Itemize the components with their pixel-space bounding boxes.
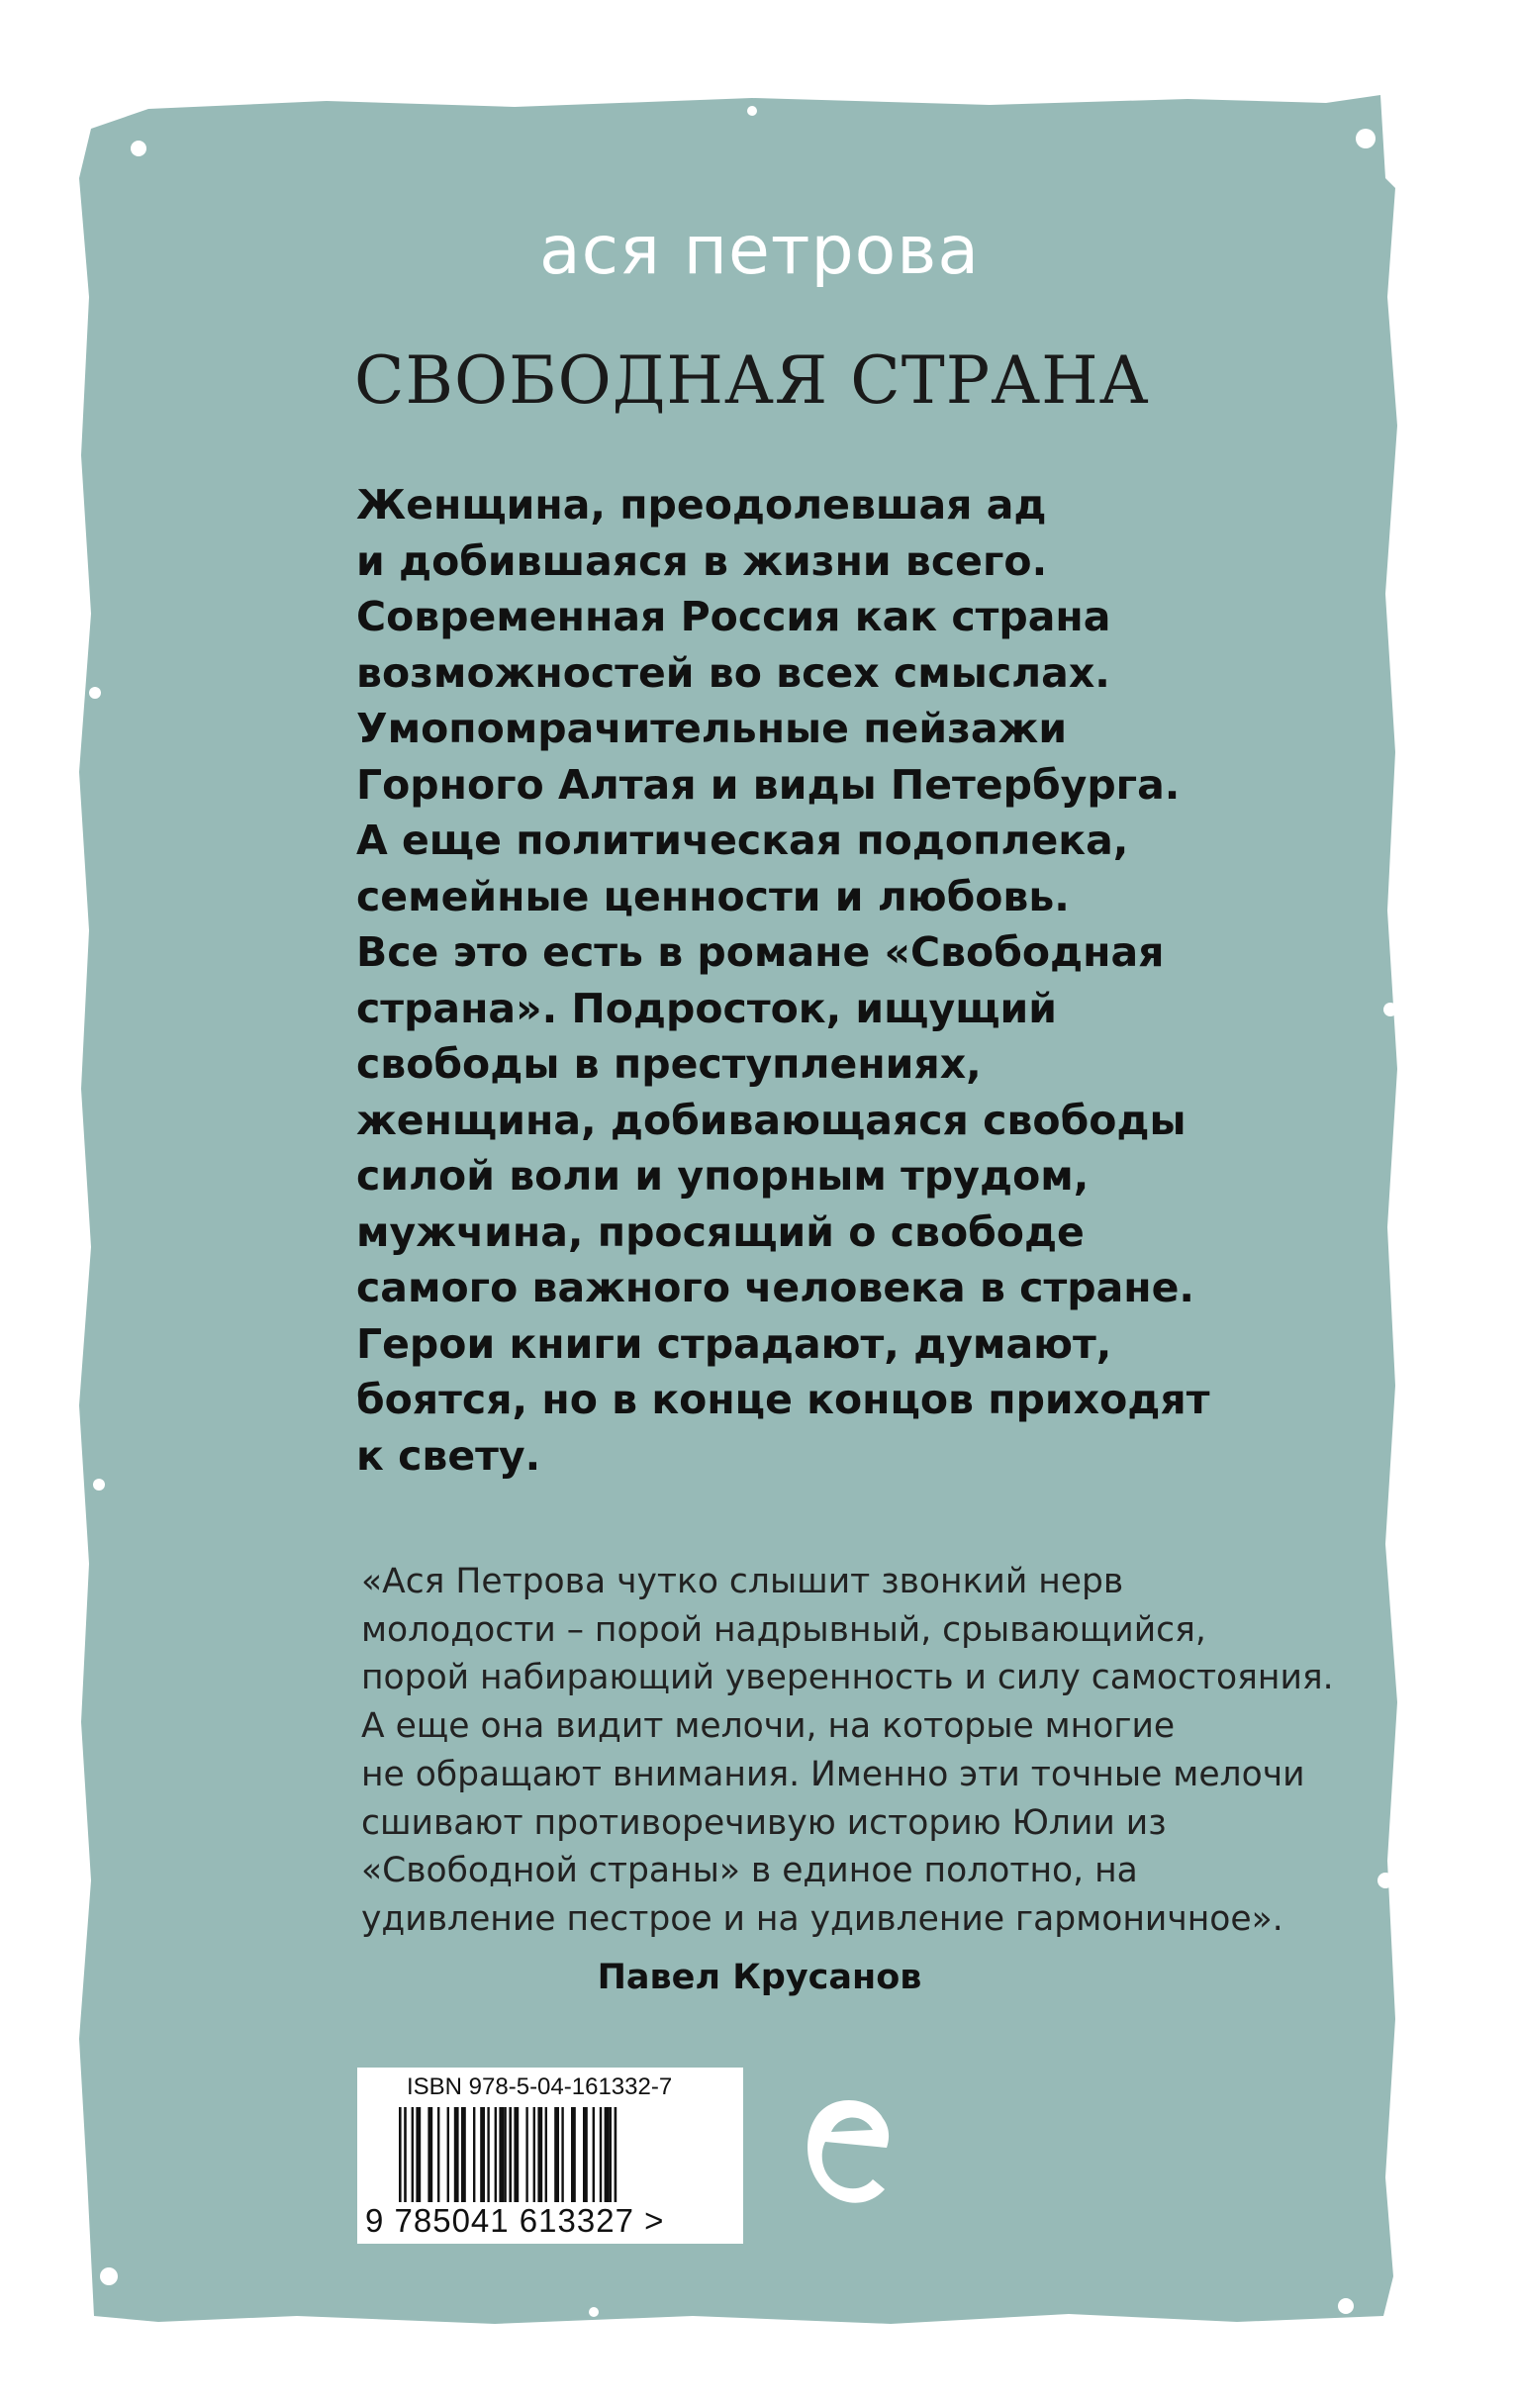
book-title: СВОБОДНАЯ СТРАНА <box>354 342 1150 419</box>
barcode-guard-bar <box>509 2107 512 2216</box>
quote-line: «Ася Петрова чутко слышит звонкий нерв <box>361 1562 1124 1601</box>
blurb-line: боятся, но в конце концов приходят <box>356 1376 1210 1423</box>
barcode-bar <box>593 2107 595 2202</box>
quote-line: не обращают внимания. Именно эти точные мелочи <box>361 1754 1305 1794</box>
barcode-bar <box>412 2107 414 2202</box>
barcode-digits: 9 785041 613327 > <box>365 2202 665 2239</box>
blurb-line: свободы в преступлениях, <box>356 1040 982 1088</box>
blurb-line: Женщина, преодолевшая ад <box>356 481 1047 529</box>
barcode-guard-bar <box>399 2107 402 2216</box>
blurb-line: А еще политическая подоплека, <box>356 817 1129 864</box>
blurb-line: семейные ценности и любовь. <box>356 872 1070 920</box>
blurb-line: силой воли и упорным трудом, <box>356 1152 1090 1200</box>
blurb-line: Горного Алтая и виды Петербурга. <box>356 760 1181 809</box>
quote-line: удивление пестрое и на удивление гармоничное». <box>361 1898 1283 1939</box>
barcode-bar <box>473 2107 475 2202</box>
barcode-bar <box>537 2107 542 2202</box>
blurb-line: Умопомрачительные пейзажи <box>356 705 1068 752</box>
barcode-bar <box>495 2107 497 2202</box>
barcode-bar <box>499 2107 504 2202</box>
quote-line: порой набирающий уверенность и силу самостояния. <box>361 1658 1334 1698</box>
barcode-bar <box>561 2107 563 2202</box>
barcode-bar <box>487 2107 489 2202</box>
blurb-line: и добившаяся в жизни всего. <box>356 536 1048 585</box>
barcode-guard-bar <box>404 2107 407 2216</box>
barcode-bar <box>600 2107 602 2202</box>
blurb-line: самого важного человека в стране. <box>356 1264 1194 1311</box>
barcode-bar <box>416 2107 421 2202</box>
quote-line: молодости – порой надрывный, срывающийся, <box>361 1609 1206 1650</box>
blurb-line: страна». Подросток, ищущий <box>356 984 1057 1032</box>
barcode-bar <box>583 2107 588 2202</box>
blurb-paragraph <box>356 477 1247 1484</box>
barcode-bar <box>461 2107 466 2202</box>
barcode-bar <box>437 2107 439 2202</box>
barcode-bar <box>447 2107 449 2202</box>
barcode-guard-bar <box>615 2107 617 2216</box>
blurb-line: Все это есть в романе «Свободная <box>356 928 1165 976</box>
review-quote <box>361 1558 1334 1944</box>
barcode-bar <box>480 2107 485 2202</box>
barcode-bar <box>605 2107 610 2202</box>
isbn-label: ISBN 978-5-04-161332-7 <box>407 2073 673 2100</box>
quote-line: А еще она видит мелочи, на которые многие <box>361 1706 1176 1747</box>
quote-line: «Свободной страны» в единое полотно, на <box>361 1851 1138 1891</box>
barcode-bar <box>533 2107 535 2202</box>
barcode-guard-bar <box>504 2107 507 2216</box>
blurb-line: к свету. <box>356 1431 541 1480</box>
barcode-bar <box>545 2107 547 2202</box>
barcode-bar <box>571 2107 576 2202</box>
blurb-line: Герои книги страдают, думают, <box>356 1319 1112 1368</box>
barcode-bar <box>454 2107 459 2202</box>
quote-author: Павел Крусанов <box>597 1958 922 1997</box>
barcode-guard-bar <box>609 2107 612 2216</box>
blurb-line: Современная Россия как страна <box>356 593 1111 640</box>
barcode-bars <box>397 2107 694 2216</box>
author-name: ася петрова <box>539 212 980 290</box>
barcode-bar <box>514 2107 519 2202</box>
blurb-line: мужчина, просящий о свободе <box>356 1207 1085 1256</box>
barcode-bar <box>427 2107 432 2202</box>
quote-line: сшивают противоречивую историю Юлии из <box>361 1802 1167 1843</box>
isbn-barcode <box>357 2068 743 2244</box>
barcode-bar <box>554 2107 559 2202</box>
blurb-line: женщина, добивающаяся свободы <box>356 1096 1187 1144</box>
blurb-line: возможностей во всех смыслах. <box>356 648 1110 697</box>
eksmo-logo-icon <box>802 2088 897 2217</box>
barcode-bar <box>525 2107 527 2202</box>
